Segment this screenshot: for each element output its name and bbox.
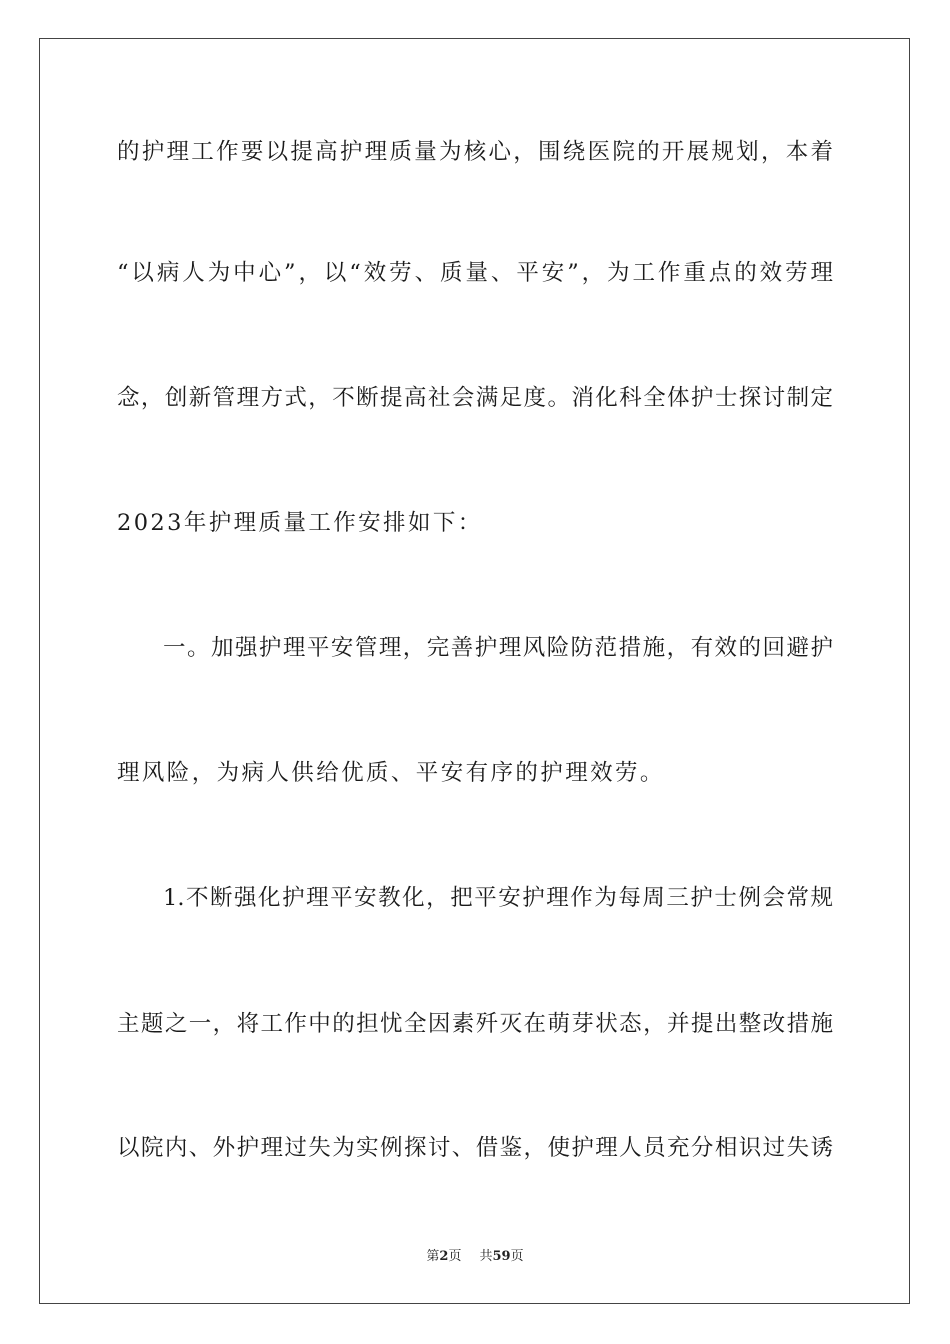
body-line-7: 1.不断强化护理平安教化，把平安护理作为每周三护士例会常规 — [163, 885, 833, 911]
footer-total-prefix: 共 — [479, 1249, 493, 1264]
page-footer — [0, 1245, 950, 1264]
body-line-4: 2023年护理质量工作安排如下： — [117, 510, 483, 536]
footer-total-suffix: 页 — [510, 1249, 524, 1264]
footer-page-total: 59 — [492, 1249, 511, 1264]
body-line-3: 念，创新管理方式，不断提高社会满足度。消化科全体护士探讨制定 — [117, 385, 833, 411]
footer-page-prefix: 第 — [426, 1249, 440, 1264]
page-border — [39, 38, 910, 1304]
body-line-6: 理风险，为病人供给优质、平安有序的护理效劳。 — [117, 760, 665, 786]
body-line-2: “以病人为中心”，以“效劳、质量、平安”，为工作重点的效劳理 — [117, 260, 833, 286]
body-line-5: 一。加强护理平安管理，完善护理风险防范措施，有效的回避护 — [163, 635, 833, 661]
body-line-9: 以院内、外护理过失为实例探讨、借鉴，使护理人员充分相识过失诱 — [117, 1135, 833, 1161]
footer-page-suffix: 页 — [448, 1249, 462, 1264]
footer-page-current: 2 — [439, 1249, 449, 1264]
body-line-1: 的护理工作要以提高护理质量为核心，围绕医院的开展规划，本着 — [117, 139, 833, 165]
body-line-8: 主题之一，将工作中的担忧全因素歼灭在萌芽状态，并提出整改措施 — [117, 1011, 833, 1037]
